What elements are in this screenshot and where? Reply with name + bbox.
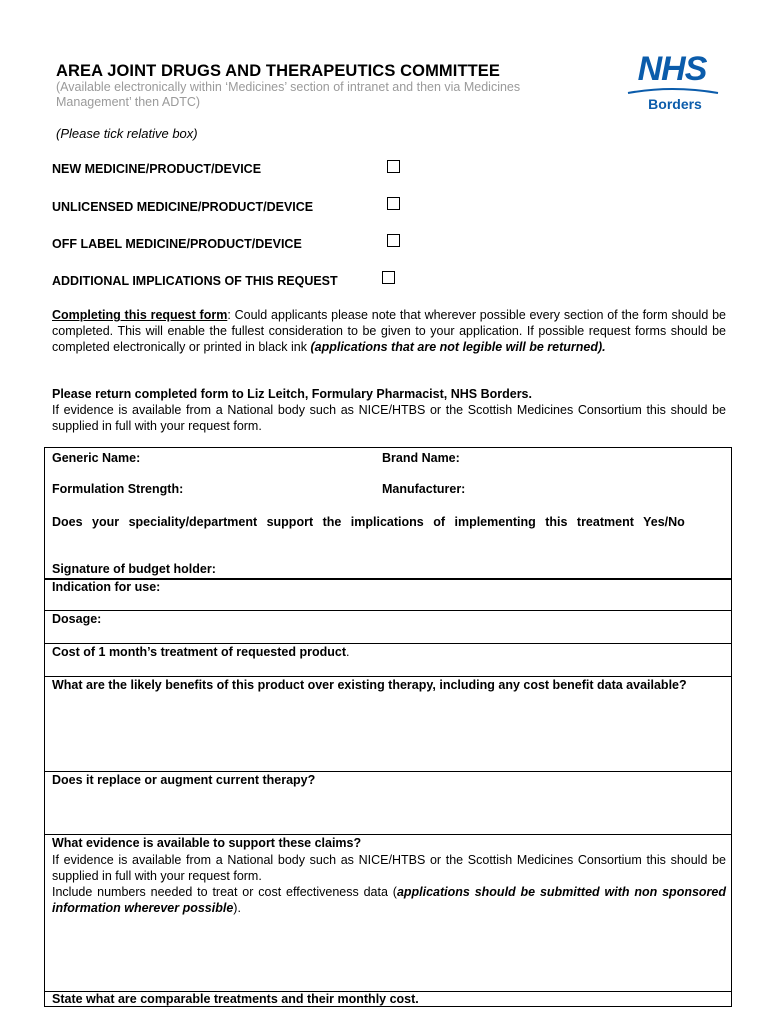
comparable-question: State what are comparable treatments and their monthly cost. — [52, 992, 419, 1006]
completing-body: : Could applicants please note that wherever possible every section of the form should be completed. This will enable the fullest consideration to be given to your application. If possible request forms should be completed electronically or printed in black ink — [52, 308, 726, 354]
option-additional-implications-label: ADDITIONAL IMPLICATIONS OF THIS REQUEST — [52, 274, 338, 288]
option-unlicensed-label: UNLICENSED MEDICINE/PRODUCT/DEVICE — [52, 200, 314, 214]
cost-label-period: . — [346, 645, 350, 659]
checkbox-new-medicine[interactable] — [387, 160, 400, 173]
replace-question: Does it replace or augment current therapy? — [52, 773, 316, 787]
benefits-cell[interactable] — [45, 677, 731, 772]
indication-cell[interactable] — [45, 578, 731, 611]
evidence-question: What evidence is available to support these claims? — [52, 836, 362, 850]
evidence-body: If evidence is available from a National body such as NICE/HTBS or the Scottish Medicines Consortium this should be supplied in full with your request form. — [52, 853, 726, 883]
support-question: Does your speciality/department support the implications of implementing this treatment Yes/No — [52, 515, 685, 529]
numbers-text: Include numbers needed to treat or cost effectiveness data ( — [52, 885, 397, 899]
comparable-cell[interactable] — [45, 992, 731, 1006]
brand-name-label: Brand Name: — [382, 451, 460, 465]
checkbox-additional-implications[interactable] — [382, 271, 395, 284]
manufacturer-label: Manufacturer: — [382, 482, 466, 496]
cost-label-text: Cost of 1 month’s treatment of requested product — [52, 645, 347, 659]
dosage-cell[interactable] — [45, 611, 731, 644]
generic-name-label: Generic Name: — [52, 451, 141, 465]
page-subtitle: (Available electronically within ‘Medicines’ section of intranet and then via Medicines Management’ then ADTC) — [56, 80, 521, 109]
cost-label — [52, 645, 350, 659]
nhs-logo-wordmark: NHS — [637, 49, 707, 88]
page-title: AREA JOINT DRUGS AND THERAPEUTICS COMMITTEE — [56, 62, 501, 80]
return-instructions: Please return completed form to Liz Leitch, Formulary Pharmacist, NHS Borders. — [52, 387, 532, 401]
numbers-instructions — [52, 884, 726, 916]
nhs-borders-logo — [620, 50, 725, 116]
completing-instructions — [52, 307, 726, 355]
tick-instruction: (Please tick relative box) — [56, 126, 198, 141]
numbers-emphasis: applications should be submitted with non sponsored information wherever possible — [52, 885, 726, 915]
benefits-question: What are the likely benefits of this product over existing therapy, including any cost benefit data available? — [52, 678, 687, 692]
completing-heading: Completing this request form — [52, 308, 228, 322]
indication-label: Indication for use: — [52, 580, 161, 594]
checkbox-off-label[interactable] — [387, 234, 400, 247]
signature-label: Signature of budget holder: — [52, 562, 216, 576]
checkbox-unlicensed[interactable] — [387, 197, 400, 210]
evidence-cell[interactable] — [45, 835, 731, 992]
option-new-medicine-label: NEW MEDICINE/PRODUCT/DEVICE — [52, 162, 262, 176]
request-form-table — [44, 447, 732, 1007]
numbers-end: ). — [233, 901, 241, 915]
replace-cell[interactable] — [45, 772, 731, 835]
evidence-note: If evidence is available from a National body such as NICE/HTBS or the Scottish Medicines Consortium this should be supplied in full with your request form. — [52, 403, 726, 433]
formulation-label: Formulation Strength: — [52, 482, 184, 496]
cost-cell[interactable] — [45, 644, 731, 677]
option-off-label-label: OFF LABEL MEDICINE/PRODUCT/DEVICE — [52, 237, 302, 251]
logo-borders-text: Borders — [648, 96, 702, 112]
product-details-cell — [45, 448, 731, 580]
completing-emphasis: (applications that are not legible will be returned). — [310, 340, 606, 354]
dosage-label: Dosage: — [52, 612, 102, 626]
